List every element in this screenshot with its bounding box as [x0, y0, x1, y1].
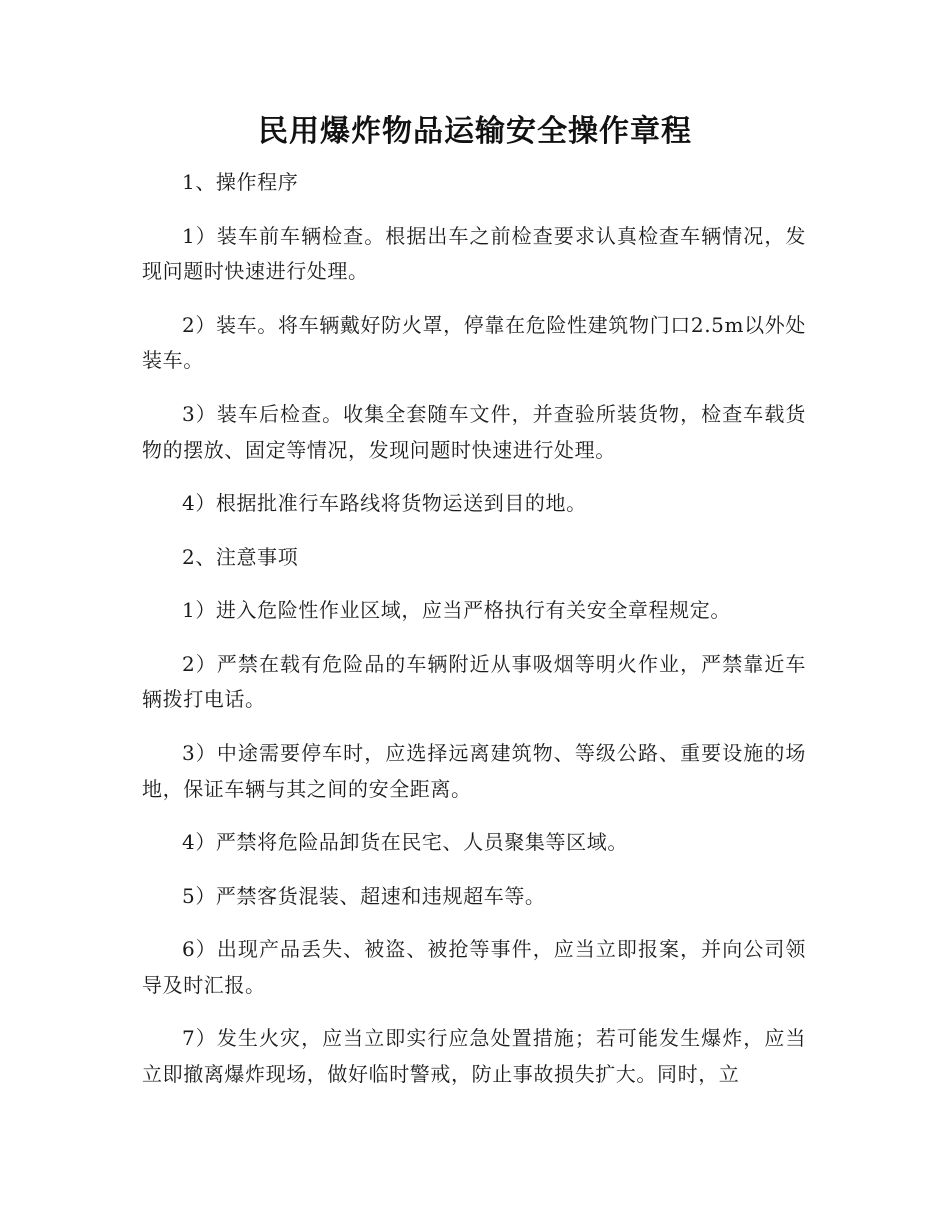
document-body [142, 165, 806, 1110]
paragraph-item: 2）严禁在载有危险品的车辆附近从事吸烟等明火作业，严禁靠近车辆拨打电话。 [142, 651, 806, 712]
document-title: 民用爆炸物品运输安全操作章程 [258, 114, 692, 149]
section-heading-precautions: 2、注意事项 [182, 544, 299, 569]
paragraph-item: 5）严禁客货混装、超速和违规超车等。 [182, 883, 546, 908]
paragraph-item: 4）根据批准行车路线将货物运送到目的地。 [182, 491, 587, 516]
paragraph-item: 3）中途需要停车时，应选择远离建筑物、等级公路、重要设施的场地，保证车辆与其之间的安全距离。 [142, 740, 806, 801]
paragraph-item: 1）装车前车辆检查。根据出车之前检查要求认真检查车辆情况，发现问题时快速进行处理。 [142, 223, 806, 284]
paragraph-item: 4）严禁将危险品卸货在民宅、人员聚集等区域。 [182, 830, 628, 855]
paragraph-item: 6）出现产品丢失、被盗、被抢等事件，应当立即报案，并向公司领导及时汇报。 [142, 937, 806, 997]
paragraph-item: 2）装车。将车辆戴好防火罩，停靠在危险性建筑物门口2.5m以外处装车。 [142, 312, 806, 373]
paragraph-item: 1）进入危险性作业区域，应当严格执行有关安全章程规定。 [182, 598, 731, 623]
paragraph-item: 3）装车后检查。收集全套随车文件，并查验所装货物，检查车载货物的摆放、固定等情况，发现问题时快速进行处理。 [142, 401, 806, 462]
paragraph-item: 7）发生火灾，应当立即实行应急处置措施；若可能发生爆炸，应当立即撤离爆炸现场，做好临时警戒，防止事故损失扩大。同时，立 [142, 1026, 806, 1086]
section-heading-operation: 1、操作程序 [182, 170, 299, 194]
